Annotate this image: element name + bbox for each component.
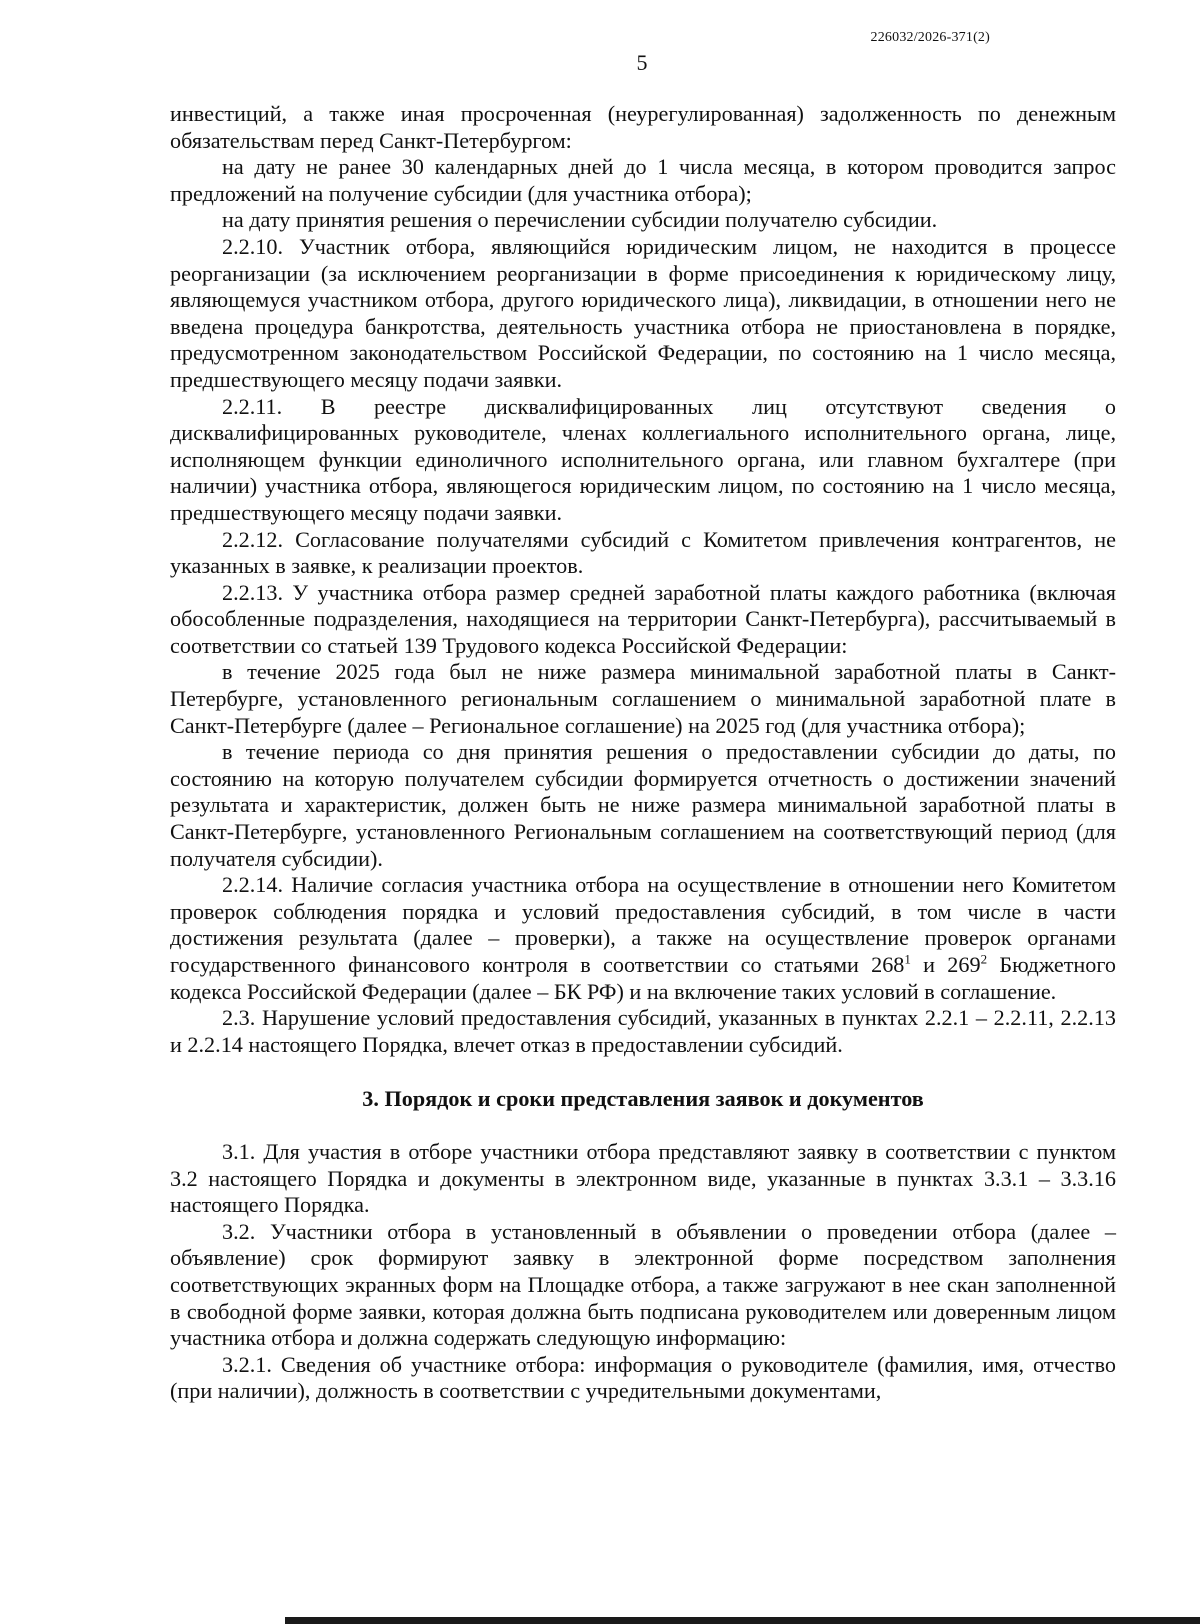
paragraph-2-2-13: 2.2.13. У участника отбора размер средней заработной платы каждого работника (включая обособленные подразделения, находящиеся на территории Санкт-Петербурга), рассчитываемый в соответствии со статьей 139 Трудового кодекса Российской Федерации: [170, 579, 1116, 658]
paragraph-2-2-11: 2.2.11. В реестре дисквалифицированных лиц отсутствуют сведения о дисквалифицированных руководителе, членах коллегиального исполнительного органа, лице, исполняющем функции единоличного исполнительного органа, или главном бухгалтере (при наличии) участника отбора, являющегося юридическим лицом, по состоянию на 1 число месяца, предшествующего месяцу подачи заявки. [170, 393, 1116, 525]
superscript: 1 [904, 951, 911, 967]
text-run: Бюджетного кодекса Российской Федерации (далее – БК РФ) и на включение таких условий в соглашение. [170, 952, 1117, 1004]
paragraph-3-1: 3.1. Для участия в отборе участники отбора представляют заявку в соответствии с пунктом 3.2 настоящего Порядка и документы в электронном виде, указанные в пунктах 3.3.1 – 3.3.16 настоящего Порядка. [170, 1138, 1116, 1218]
paragraph-2-3: 2.3. Нарушение условий предоставления субсидий, указанных в пунктах 2.2.1 – 2.2.11, 2.2.13 и 2.2.14 настоящего Порядка, влечет отказ в предоставлении субсидий. [170, 1005, 1116, 1057]
document-body [170, 101, 1116, 1405]
paragraph-3-2: 3.2. Участники отбора в установленный в объявлении о проведении отбора (далее – объявление) срок формируют заявку в электронной форме посредством заполнения соответствующих экранных форм на Площадке отбора, а также загружают в нее скан заполненной в свободной форме заявки, которая должна быть подписана руководителем или доверенным лицом участника отбора и должна содержать следующую информацию: [170, 1218, 1116, 1351]
paragraph-2-2-10: 2.2.10. Участник отбора, являющийся юридическим лицом, не находится в процессе реорганизации (за исключением реорганизации в форме присоединения к юридическому лицу, являющемуся участником отбора, другого юридического лица), ликвидации, в отношении него не введена процедура банкротства, деятельность участника отбора не приостановлена в порядке, предусмотренном законодательством Российской Федерации, по состоянию на 1 число месяца, предшествующего месяцу подачи заявки. [170, 233, 1116, 392]
paragraph-3-2-1: 3.2.1. Сведения об участнике отбора: информация о руководителе (фамилия, имя, отчество (при наличии), должность в соответствии с учредительными документами, [170, 1351, 1116, 1404]
document-registration-number: 226032/2026-371(2) [870, 30, 990, 45]
text-run: 2.2.14. Наличие согласия участника отбора на осуществление в отношении него Комитетом проверок соблюдения порядка и условий предоставления субсидий, в том числе в части достижения результата (далее – проверки), а также на осуществление проверок органами государственного финансового контроля в соответствии со статьями 268 [170, 872, 1116, 977]
paragraph-2-2-12: 2.2.12. Согласование получателями субсидий с Комитетом привлечения контрагентов, не указанных в заявке, к реализации проектов. [170, 526, 1116, 579]
paragraph: на дату не ранее 30 календарных дней до 1 числа месяца, в котором проводится запрос предложений на получение субсидии (для участника отбора); [170, 154, 1116, 206]
paragraph: в течение 2025 года был не ниже размера минимальной заработной платы в Санкт-Петербурге, установленного региональным соглашением о минимальной заработной плате в Санкт-Петербурге (далее – Региональное соглашение) на 2025 год (для участника отбора); [170, 659, 1116, 738]
paragraph: на дату принятия решения о перечислении субсидии получателю субсидии. [222, 207, 938, 233]
paragraph-continuation: инвестиций, а также иная просроченная (неурегулированная) задолженность по денежным обязательствам перед Санкт-Петербургом: [170, 101, 1116, 153]
section-heading: 3. Порядок и сроки представления заявок и документов [362, 1086, 924, 1112]
paragraph: в течение периода со дня принятия решения о предоставлении субсидии до даты, по состоянию на которую получателем субсидии формируется отчетность о достижении значений результата и характеристик, должен быть не ниже размера минимальной заработной платы в Санкт-Петербурге, установленного Региональным соглашением на соответствующий период (для получателя субсидии). [170, 739, 1116, 871]
scan-edge-bar [285, 1617, 1200, 1624]
superscript: 2 [980, 951, 988, 967]
text-run: и 269 [910, 952, 981, 977]
paragraph-2-2-14 [170, 872, 1116, 1005]
page-number: 5 [636, 50, 648, 75]
